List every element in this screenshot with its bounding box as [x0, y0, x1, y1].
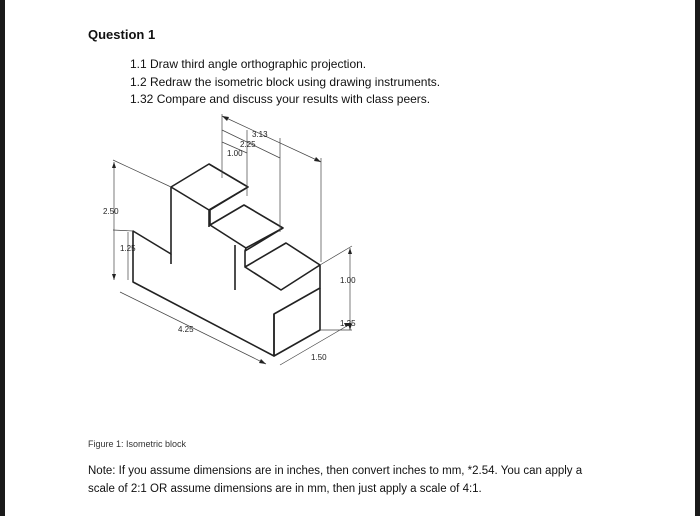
- instruction-item: 1.32 Compare and discuss your results with class peers.: [130, 92, 431, 106]
- question-title: Question 1: [88, 27, 156, 42]
- extension-line-left-mid: [113, 230, 133, 231]
- step-1-edges: [171, 187, 248, 227]
- dim-label-425: 4.25: [178, 325, 194, 334]
- block-outline: [133, 164, 320, 356]
- dim-label-313: 3.13: [252, 130, 268, 139]
- arrowhead: [259, 359, 266, 364]
- extension-line-left-top: [113, 160, 171, 187]
- dim-label-125-right: 1.25: [340, 319, 356, 328]
- instruction-item: 1.2 Redraw the isometric block using drawing instruments.: [130, 74, 441, 89]
- arrowhead: [112, 274, 116, 280]
- isometric-block-drawing: [100, 112, 370, 377]
- extension-line-right: [320, 246, 352, 330]
- arrowhead: [222, 116, 229, 121]
- instruction-list: [130, 56, 440, 109]
- dim-label-125-left: 1.25: [120, 244, 136, 253]
- arrowhead: [112, 162, 116, 168]
- arrowhead: [348, 248, 352, 254]
- dim-label-225: 2.25: [240, 140, 256, 149]
- note-text: Note: If you assume dimensions are in inches, then convert inches to mm, *2.54. You can apply a scale of 2:1 OR assume dimensions are in mm, then just apply a scale of 4:1.: [88, 465, 583, 495]
- step-3-edges: [245, 265, 320, 290]
- dim-label-250: 2.50: [103, 207, 119, 216]
- step-2-edges: [210, 225, 283, 251]
- figure-caption: Figure 1: Isometric block: [88, 439, 187, 449]
- extension-lines: [222, 114, 321, 262]
- dim-label-100-top: 1.00: [227, 149, 243, 158]
- instruction-item: 1.1 Draw third angle orthographic projection.: [130, 57, 367, 71]
- inner-vertical-edges: [171, 245, 235, 290]
- left-border: [0, 0, 5, 516]
- arrowhead: [314, 157, 321, 162]
- right-border: [695, 0, 700, 516]
- dim-label-150: 1.50: [311, 353, 327, 362]
- dim-label-100-right: 1.00: [340, 276, 356, 285]
